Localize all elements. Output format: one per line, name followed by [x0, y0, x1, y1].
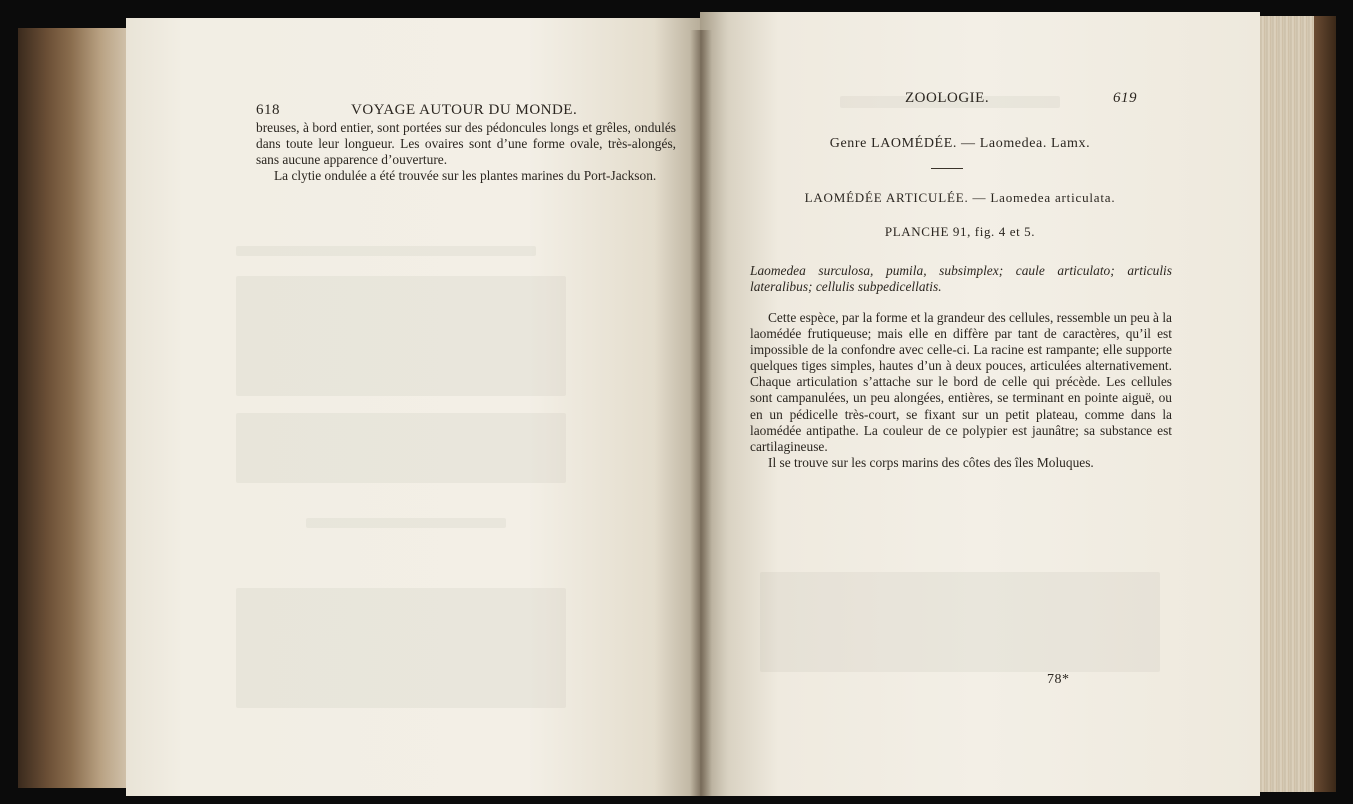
paragraph: La clytie ondulée a été trouvée sur les plantes marines du Port-Jackson. — [274, 168, 657, 184]
running-title-right: ZOOLOGIE. — [905, 90, 990, 106]
paragraph: breuses, à bord entier, sont portées sur des pédoncules longs et grêles, ondulés dans toute leur longueur. Les ovaires sont d’une forme ovale, très-alongés, sans aucune apparence d’ouverture. — [256, 120, 676, 168]
left-body — [256, 120, 676, 184]
separator-rule — [931, 168, 963, 169]
page-number-right: 619 — [1113, 90, 1137, 106]
genus-heading: Genre LAOMÉDÉE. — Laomedea. Lamx. — [829, 136, 1091, 151]
open-book — [18, 10, 1336, 796]
right-body — [750, 310, 1172, 471]
running-title-left: VOYAGE AUTOUR DU MONDE. — [351, 102, 578, 118]
book-gutter — [690, 30, 712, 796]
left-page — [126, 18, 700, 796]
paragraph: Cette espèce, par la forme et la grandeur des cellules, ressemble un peu à la laomédée frutiqueuse; mais elle en diffère par tant de caractères, qu’il est impossible de la confondre avec celle-ci. La racine est rampante; elle supporte quelques tiges simples, hautes d’un à deux pouces, articulées alternativement. Chaque articulation s’attache sur le bord de celle qui précède. Les cellules sont campanulées, un peu alongées, entières, se terminant en pointe aiguë, ou en un pédicelle très-court, se fixant sur un petit plateau, comme dans la laomédée antipathe. La couleur de ce polypier est jaunâtre; sa substance est cartilagineuse. — [750, 310, 1172, 454]
paragraph: Il se trouve sur les corps marins des côtes des îles Moluques. — [768, 454, 1094, 470]
right-page — [700, 12, 1260, 796]
left-page-block — [18, 28, 136, 788]
species-heading: LAOMÉDÉE ARTICULÉE. — Laomedea articulata. — [804, 190, 1116, 205]
latin-diagnosis: Laomedea surculosa, pumila, subsimplex; caule articulato; articulis lateralibus; cellulis subpedicellatis. — [750, 263, 1172, 295]
plate-reference: PLANCHE 91, fig. 4 et 5. — [884, 224, 1036, 239]
page-number-left: 618 — [256, 102, 280, 118]
signature-mark: 78* — [1047, 672, 1070, 687]
